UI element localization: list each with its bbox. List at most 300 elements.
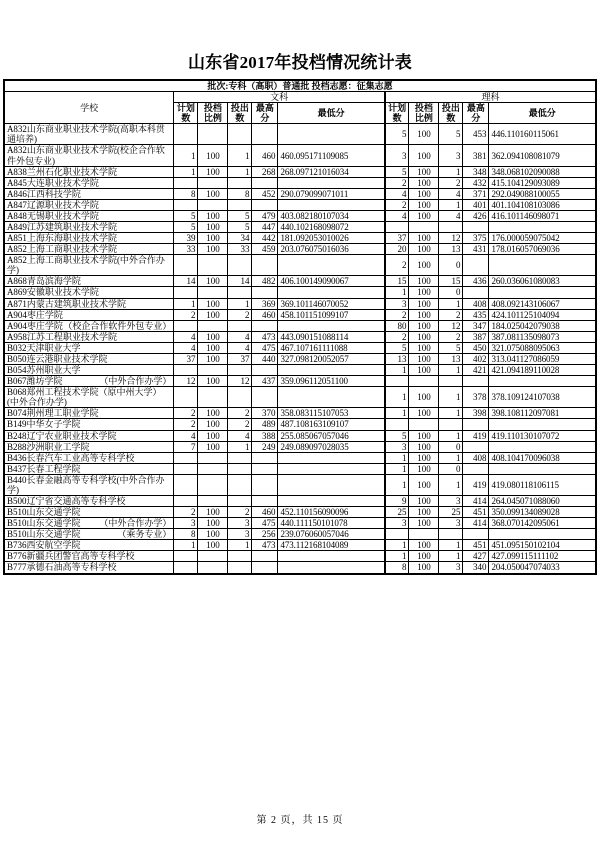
cell-li-ratio: 100	[409, 452, 439, 463]
cell-li-out	[439, 529, 463, 540]
cell-wen-max: 388	[252, 430, 278, 441]
cell-li-max: 432	[463, 177, 489, 188]
cell-li-out: 1	[439, 452, 463, 463]
table-row	[4, 320, 596, 331]
cell-wen-min	[278, 463, 385, 474]
cell-wen-plan: 5	[174, 222, 198, 233]
cell-wen-out	[228, 124, 252, 145]
cell-wen-max	[252, 474, 278, 495]
cell-li-ratio	[409, 376, 439, 387]
cell-wen-out: 33	[228, 244, 252, 255]
table-row	[4, 518, 596, 529]
cell-wen-max: 482	[252, 276, 278, 287]
cell-wen-ratio: 100	[198, 408, 228, 419]
cell-wen-plan: 4	[174, 342, 198, 353]
cell-wen-plan	[174, 387, 198, 408]
cell-school-name: B050连云港职业技术学院	[4, 353, 174, 364]
cell-wen-ratio: 100	[198, 276, 228, 287]
cell-wen-plan	[174, 287, 198, 298]
cell-wen-out	[228, 562, 252, 574]
batch-label: 批次:专科（高职）普通批 投档志愿：征集志愿	[4, 80, 596, 92]
cell-li-plan: 20	[385, 244, 409, 255]
cell-li-min: 446.110160115061	[489, 124, 596, 145]
cell-li-ratio	[409, 529, 439, 540]
cell-li-out: 5	[439, 342, 463, 353]
cell-wen-ratio: 100	[198, 353, 228, 364]
cell-li-min: 421.094189110028	[489, 365, 596, 376]
cell-li-out: 4	[439, 188, 463, 199]
cell-wen-min: 203.076075016036	[278, 244, 385, 255]
cell-wen-out: 4	[228, 430, 252, 441]
cell-wen-max: 370	[252, 408, 278, 419]
cell-wen-min: 440.102168098072	[278, 222, 385, 233]
cell-li-ratio: 100	[409, 199, 439, 210]
cell-wen-max: 475	[252, 518, 278, 529]
table-row	[4, 353, 596, 364]
cell-li-plan: 1	[385, 287, 409, 298]
cell-li-out: 3	[439, 495, 463, 506]
cell-li-out: 15	[439, 276, 463, 287]
cell-li-max	[463, 463, 489, 474]
cell-wen-out: 1	[228, 145, 252, 166]
cell-li-min	[489, 376, 596, 387]
school-name-split	[7, 518, 172, 528]
cell-li-max: 451	[463, 540, 489, 551]
header-line-1: 最高	[255, 103, 274, 114]
page-footer: 第 2 页，共 15 页	[256, 815, 344, 826]
header-line-1: 投档	[414, 103, 433, 114]
cell-li-max: 348	[463, 166, 489, 177]
cell-wen-min: 255.085067057046	[278, 430, 385, 441]
cell-school-name: B500辽宁省交通高等专科学校	[4, 495, 174, 506]
cell-wen-plan: 4	[174, 430, 198, 441]
cell-wen-ratio: 100	[198, 298, 228, 309]
cell-school-name: B074荆州理工职业学院	[4, 408, 174, 419]
cell-wen-min	[278, 124, 385, 145]
cell-wen-out: 5	[228, 222, 252, 233]
cell-wen-plan	[174, 495, 198, 506]
cell-wen-min	[278, 177, 385, 188]
cell-li-min: 178.016057069036	[489, 244, 596, 255]
cell-li-max: 414	[463, 518, 489, 529]
cell-wen-min	[278, 365, 385, 376]
cell-wen-max: 440	[252, 353, 278, 364]
cell-wen-out: 12	[228, 376, 252, 387]
cell-li-ratio: 100	[409, 320, 439, 331]
table-row	[4, 387, 596, 408]
cell-wen-plan: 8	[174, 188, 198, 199]
cell-school-name: B288沙洲职业工学院	[4, 441, 174, 452]
cell-li-min: 419.080118106115	[489, 474, 596, 495]
school-name-main: B067潍坊学院	[6, 376, 63, 387]
cell-wen-ratio	[198, 452, 228, 463]
cell-li-plan: 4	[385, 210, 409, 221]
cell-li-max: 378	[463, 387, 489, 408]
cell-li-plan: 1	[385, 540, 409, 551]
cell-wen-out: 3	[228, 529, 252, 540]
cell-wen-out	[228, 320, 252, 331]
header-line-2: 分	[260, 113, 270, 124]
cell-li-ratio	[409, 222, 439, 233]
cell-li-min	[489, 419, 596, 430]
cell-li-ratio: 100	[409, 309, 439, 320]
cell-wen-ratio: 100	[198, 430, 228, 441]
column-header-li-min: 最低分	[489, 103, 596, 124]
cell-li-max	[463, 255, 489, 276]
cell-li-max: 381	[463, 145, 489, 166]
cell-li-ratio: 100	[409, 233, 439, 244]
cell-wen-plan	[174, 255, 198, 276]
cell-li-ratio: 100	[409, 518, 439, 529]
cell-wen-out	[228, 387, 252, 408]
cell-wen-out: 1	[228, 540, 252, 551]
school-name-main: A904枣庄学院	[6, 320, 63, 331]
cell-wen-out: 2	[228, 419, 252, 430]
cell-wen-ratio: 100	[198, 540, 228, 551]
cell-li-ratio: 100	[409, 474, 439, 495]
cell-wen-plan: 3	[174, 518, 198, 529]
cell-li-max: 431	[463, 244, 489, 255]
cell-wen-min: 458.101151099107	[278, 309, 385, 320]
cell-wen-min: 290.079099071011	[278, 188, 385, 199]
table-row	[4, 166, 596, 177]
cell-li-min	[489, 463, 596, 474]
cell-wen-ratio: 100	[198, 376, 228, 387]
cell-li-min: 348.068102090088	[489, 166, 596, 177]
cell-wen-max: 475	[252, 342, 278, 353]
cell-li-min: 260.036061080083	[489, 276, 596, 287]
cell-wen-min: 359.096112051100	[278, 376, 385, 387]
cell-wen-plan	[174, 452, 198, 463]
cell-wen-min	[278, 255, 385, 276]
cell-li-max: 371	[463, 188, 489, 199]
school-name-split	[7, 376, 172, 386]
cell-wen-out	[228, 199, 252, 210]
cell-li-plan: 5	[385, 124, 409, 145]
cell-wen-max: 473	[252, 540, 278, 551]
cell-wen-plan	[174, 463, 198, 474]
cell-school-name: A846江西科技学院	[4, 188, 174, 199]
cell-li-plan: 1	[385, 463, 409, 474]
cell-wen-min: 403.082180107034	[278, 210, 385, 221]
cell-li-max: 436	[463, 276, 489, 287]
cell-wen-min: 460.095171109085	[278, 145, 385, 166]
cell-wen-max	[252, 365, 278, 376]
cell-wen-max: 489	[252, 419, 278, 430]
cell-wen-min: 487.108163109107	[278, 419, 385, 430]
cell-li-min: 424.101125104094	[489, 309, 596, 320]
cell-li-ratio: 100	[409, 495, 439, 506]
table-row	[4, 177, 596, 188]
cell-li-plan: 1	[385, 408, 409, 419]
cell-li-min	[489, 255, 596, 276]
column-header-li-plan	[385, 103, 409, 124]
cell-wen-out: 4	[228, 342, 252, 353]
cell-wen-out	[228, 463, 252, 474]
cell-li-plan	[385, 419, 409, 430]
cell-school-name: A845大连职业技术学院	[4, 177, 174, 188]
table-row	[4, 210, 596, 221]
cell-li-max: 375	[463, 233, 489, 244]
cell-li-ratio: 100	[409, 562, 439, 574]
cell-wen-max	[252, 562, 278, 574]
cell-li-min: 427.099115111102	[489, 551, 596, 562]
column-header-wen-max	[252, 103, 278, 124]
cell-li-min	[489, 529, 596, 540]
cell-wen-max: 460	[252, 309, 278, 320]
cell-wen-ratio: 100	[198, 441, 228, 452]
table-row	[4, 495, 596, 506]
cell-wen-max: 256	[252, 529, 278, 540]
cell-li-min: 362.094108081079	[489, 145, 596, 166]
cell-li-out: 1	[439, 298, 463, 309]
cell-li-out: 0	[439, 463, 463, 474]
group-header-liberal-arts: 文科	[174, 92, 385, 103]
cell-wen-min	[278, 474, 385, 495]
cell-li-ratio: 100	[409, 210, 439, 221]
cell-wen-ratio: 100	[198, 507, 228, 518]
table-row	[4, 376, 596, 387]
cell-li-out: 1	[439, 540, 463, 551]
cell-school-name: A852上海工商职业技术学院(中外合作办学)	[4, 255, 174, 276]
cell-wen-min: 440.111150101078	[278, 518, 385, 529]
cell-li-plan	[385, 222, 409, 233]
school-name-suffix: （中外合作办学）	[99, 518, 172, 529]
cell-li-out: 1	[439, 551, 463, 562]
cell-li-max: 408	[463, 298, 489, 309]
cell-li-min: 451.095150102104	[489, 540, 596, 551]
cell-li-out: 2	[439, 177, 463, 188]
cell-wen-plan: 1	[174, 166, 198, 177]
cell-li-max	[463, 441, 489, 452]
cell-li-min: 292.049088100055	[489, 188, 596, 199]
cell-li-out: 1	[439, 474, 463, 495]
header-line-2: 数	[392, 113, 402, 124]
cell-wen-ratio: 100	[198, 145, 228, 166]
cell-school-name: B437长春工程学院	[4, 463, 174, 474]
school-name-suffix: （校企合作软件外包专业）	[63, 320, 172, 331]
cell-li-plan: 3	[385, 145, 409, 166]
cell-wen-plan: 37	[174, 353, 198, 364]
table-row	[4, 309, 596, 320]
cell-wen-plan	[174, 551, 198, 562]
cell-wen-out: 2	[228, 309, 252, 320]
cell-wen-out	[228, 452, 252, 463]
cell-wen-ratio	[198, 463, 228, 474]
school-name-split	[7, 529, 172, 539]
table-row	[4, 233, 596, 244]
cell-wen-max	[252, 495, 278, 506]
subject-group-header-row	[4, 92, 596, 103]
cell-li-min: 398.108112097081	[489, 408, 596, 419]
cell-wen-ratio: 100	[198, 233, 228, 244]
cell-school-name: A832山东商业职业技术学院(校企合作软件外包专业)	[4, 145, 174, 166]
cell-li-plan: 1	[385, 387, 409, 408]
column-header-li-out	[439, 103, 463, 124]
cell-li-plan: 5	[385, 342, 409, 353]
cell-li-plan: 1	[385, 551, 409, 562]
column-header-wen-plan	[174, 103, 198, 124]
cell-li-ratio: 100	[409, 353, 439, 364]
table-row	[4, 342, 596, 353]
cell-li-plan: 2	[385, 331, 409, 342]
cell-wen-max: 369	[252, 298, 278, 309]
table-row	[4, 551, 596, 562]
cell-wen-ratio: 100	[198, 419, 228, 430]
school-name-split	[7, 321, 172, 331]
cell-li-out: 1	[439, 408, 463, 419]
header-line-2: 数	[446, 113, 456, 124]
cell-school-name: A871内蒙古建筑职业技术学院	[4, 298, 174, 309]
cell-wen-max	[252, 177, 278, 188]
cell-wen-max: 249	[252, 441, 278, 452]
table-row	[4, 188, 596, 199]
table-row	[4, 244, 596, 255]
cell-school-name	[4, 529, 174, 540]
cell-wen-max: 452	[252, 188, 278, 199]
cell-wen-ratio	[198, 255, 228, 276]
cell-wen-ratio	[198, 365, 228, 376]
cell-li-min	[489, 222, 596, 233]
cell-li-plan: 80	[385, 320, 409, 331]
table-row	[4, 298, 596, 309]
cell-li-out	[439, 419, 463, 430]
column-header-wen-out	[228, 103, 252, 124]
cell-wen-plan	[174, 320, 198, 331]
cell-li-min: 204.050047074033	[489, 562, 596, 574]
cell-wen-ratio	[198, 474, 228, 495]
cell-li-max: 401	[463, 199, 489, 210]
cell-li-out: 4	[439, 210, 463, 221]
cell-wen-out	[228, 474, 252, 495]
cell-wen-max	[252, 199, 278, 210]
cell-li-max: 421	[463, 365, 489, 376]
cell-li-min: 321.075088095063	[489, 342, 596, 353]
cell-school-name: B248辽宁农业职业技术学院	[4, 430, 174, 441]
cell-wen-min: 452.110156090096	[278, 507, 385, 518]
cell-li-ratio: 100	[409, 276, 439, 287]
cell-wen-out: 14	[228, 276, 252, 287]
cell-li-min: 401.104108103086	[489, 199, 596, 210]
cell-wen-ratio	[198, 124, 228, 145]
cell-wen-min: 327.098120052057	[278, 353, 385, 364]
cell-li-ratio: 100	[409, 507, 439, 518]
cell-wen-ratio: 100	[198, 518, 228, 529]
cell-li-plan: 37	[385, 233, 409, 244]
cell-wen-out	[228, 495, 252, 506]
column-header-school: 学校	[4, 92, 174, 124]
cell-wen-min	[278, 452, 385, 463]
cell-li-plan	[385, 376, 409, 387]
cell-wen-plan: 1	[174, 145, 198, 166]
cell-li-ratio: 100	[409, 244, 439, 255]
cell-li-plan: 4	[385, 188, 409, 199]
header-line-1: 投出	[441, 103, 460, 114]
table-row	[4, 365, 596, 376]
table-body	[4, 80, 596, 574]
cell-wen-max: 268	[252, 166, 278, 177]
cell-school-name: A904枣庄学院	[4, 309, 174, 320]
cell-li-min: 419.110130107072	[489, 430, 596, 441]
cell-li-ratio: 100	[409, 287, 439, 298]
cell-wen-out: 2	[228, 408, 252, 419]
cell-li-plan: 2	[385, 177, 409, 188]
cell-li-out: 25	[439, 507, 463, 518]
cell-wen-out: 2	[228, 507, 252, 518]
cell-li-min	[489, 441, 596, 452]
table-row	[4, 419, 596, 430]
table-row	[4, 463, 596, 474]
cell-li-out: 0	[439, 441, 463, 452]
header-line-1: 最高	[466, 103, 485, 114]
cell-school-name: B510山东交通学院	[4, 507, 174, 518]
table-row	[4, 507, 596, 518]
cell-school-name	[4, 518, 174, 529]
cell-wen-max	[252, 124, 278, 145]
cell-li-min: 416.101146098071	[489, 210, 596, 221]
cell-wen-max: 460	[252, 145, 278, 166]
table-row	[4, 441, 596, 452]
cell-wen-out	[228, 365, 252, 376]
cell-wen-min	[278, 199, 385, 210]
cell-wen-min: 358.083115107053	[278, 408, 385, 419]
cell-li-out: 1	[439, 430, 463, 441]
cell-wen-ratio: 100	[198, 210, 228, 221]
cell-li-ratio: 100	[409, 365, 439, 376]
cell-li-out: 12	[439, 233, 463, 244]
cell-li-out: 3	[439, 562, 463, 574]
cell-li-plan: 5	[385, 166, 409, 177]
cell-li-max: 453	[463, 124, 489, 145]
table-row	[4, 222, 596, 233]
header-line-1: 投档	[203, 103, 222, 114]
cell-school-name	[4, 320, 174, 331]
column-header-wen-ratio	[198, 103, 228, 124]
cell-li-out: 1	[439, 365, 463, 376]
cell-li-ratio: 100	[409, 387, 439, 408]
cell-li-min: 408.092143106067	[489, 298, 596, 309]
cell-wen-ratio: 100	[198, 309, 228, 320]
cell-wen-out: 34	[228, 233, 252, 244]
school-name-suffix: （乘务专业）	[117, 529, 172, 540]
cell-wen-plan	[174, 199, 198, 210]
cell-li-ratio: 100	[409, 331, 439, 342]
cell-wen-min	[278, 320, 385, 331]
cell-li-plan: 5	[385, 430, 409, 441]
cell-wen-ratio	[198, 199, 228, 210]
cell-school-name: B149中华女子学院	[4, 419, 174, 430]
column-header-wen-min: 最低分	[278, 103, 385, 124]
cell-wen-out: 37	[228, 353, 252, 364]
page-title: 山东省2017年投档情况统计表	[188, 53, 412, 72]
cell-wen-out: 4	[228, 331, 252, 342]
cell-li-ratio: 100	[409, 298, 439, 309]
cell-wen-min: 239.076060057046	[278, 529, 385, 540]
cell-wen-min	[278, 387, 385, 408]
header-line-1: 计划	[388, 103, 407, 114]
cell-li-out	[439, 376, 463, 387]
cell-li-ratio	[409, 419, 439, 430]
cell-wen-plan: 14	[174, 276, 198, 287]
cell-li-min: 415.104129093089	[489, 177, 596, 188]
cell-wen-plan: 5	[174, 210, 198, 221]
cell-li-plan: 8	[385, 562, 409, 574]
cell-wen-plan: 8	[174, 529, 198, 540]
cell-wen-ratio	[198, 177, 228, 188]
cell-wen-max: 447	[252, 222, 278, 233]
cell-li-min: 184.025042079038	[489, 320, 596, 331]
cell-wen-ratio: 100	[198, 331, 228, 342]
